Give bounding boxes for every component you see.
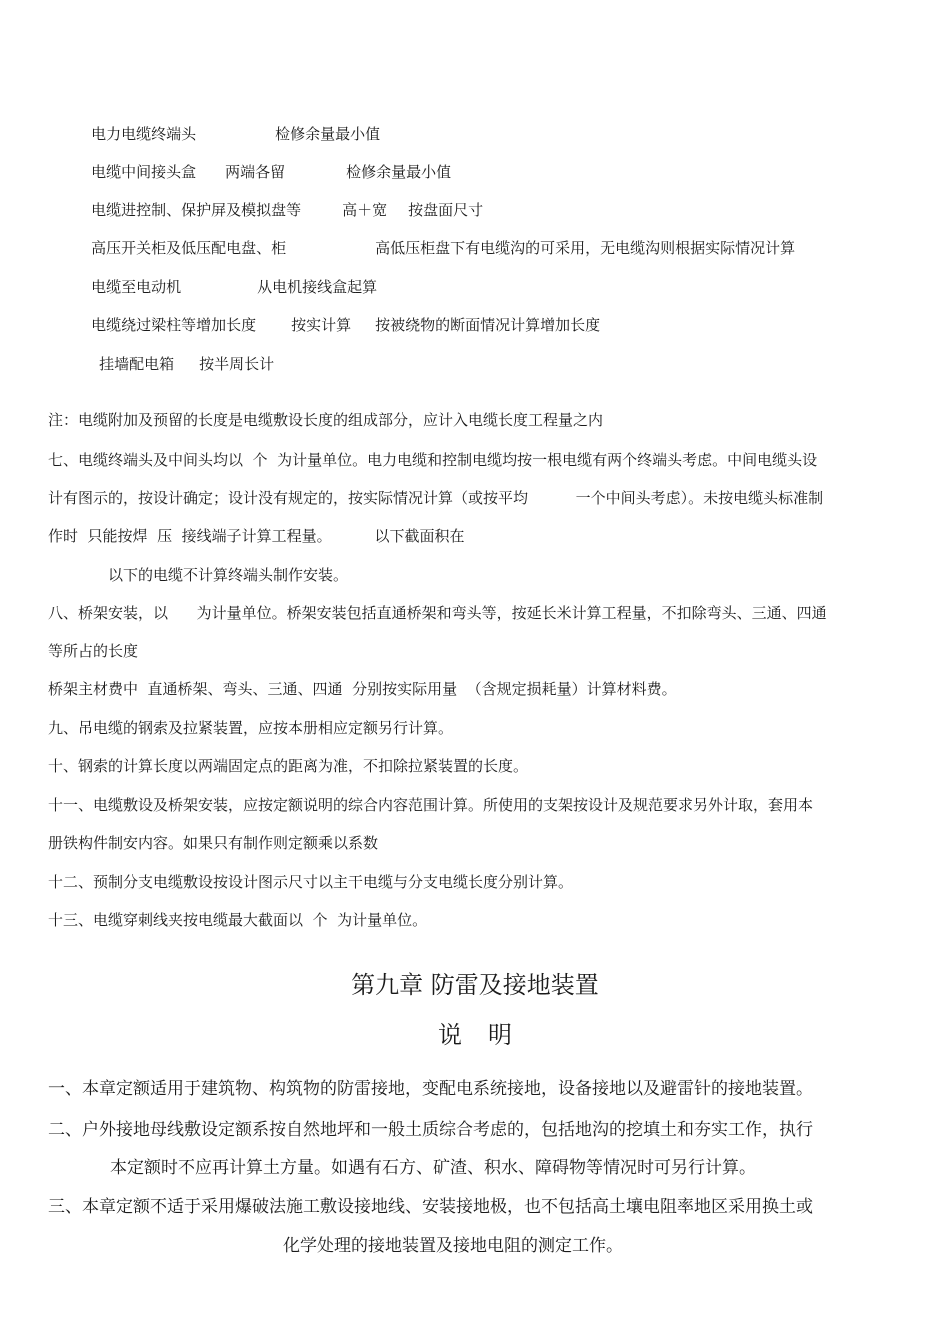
- row-item: 高压开关柜及低压配电盘、柜: [91, 239, 287, 257]
- row-note: 按半周长计: [199, 355, 275, 373]
- chapter-item-3-line-1: 三、本章定额不适于采用爆破法施工敷设接地线、安装接地极，也不包括高土壤电阻率地区采用换土或: [48, 1197, 813, 1217]
- row-item: 电缆进控制、保护屏及模拟盘等: [91, 201, 302, 219]
- row-extra: 高＋宽: [342, 201, 388, 219]
- paragraph-8-line-3: 桥架主材费中 直通桥架、弯头、三通、四通 分别按实际用量 （含规定损耗量）计算材料费。: [48, 680, 677, 698]
- row-note: 检修余量最小值: [275, 125, 381, 143]
- table-row: [80, 334, 274, 394]
- paragraph-7-line-2: 计有图示的，按设计确定；设计没有规定的，按实际情况计算（或按平均 一个中间头考虑）。未按电缆头标准制: [48, 489, 824, 507]
- row-note: 从电机接线盒起算: [257, 278, 378, 296]
- paragraph-12: 十二、预制分支电缆敷设按设计图示尺寸以主干电缆与分支电缆长度分别计算。: [48, 873, 574, 891]
- row-item: 电缆绕过梁柱等增加长度: [91, 316, 257, 334]
- paragraph-9: 九、吊电缆的钢索及拉紧装置，应按本册相应定额另行计算。: [48, 719, 454, 737]
- chapter-subtitle: 说明: [438, 1021, 538, 1049]
- paragraph-7-line-1: 七、电缆终端头及中间头均以 个 为计量单位。电力电缆和控制电缆均按一根电缆有两个终端头考虑。中间电缆头设: [48, 451, 818, 469]
- row-note: 高低压柜盘下有电缆沟的可采用，无电缆沟则根据实际情况计算: [375, 239, 796, 257]
- row-item: 电缆中间接头盒: [91, 163, 197, 181]
- row-note: 检修余量最小值: [346, 163, 452, 181]
- row-item: 电缆至电动机: [91, 278, 182, 296]
- paragraph-7-line-4: 以下的电缆不计算终端头制作安装。: [108, 566, 349, 584]
- paragraph-13: 十三、电缆穿刺线夹按电缆最大截面以 个 为计量单位。: [48, 911, 428, 929]
- row-item: 电力电缆终端头: [91, 125, 197, 143]
- chapter-item-1: 一、本章定额适用于建筑物、构筑物的防雷接地，变配电系统接地，设备接地以及避雷针的接地装置。: [48, 1079, 813, 1099]
- paragraph-11-line-2: 册铁构件制安内容。如果只有制作则定额乘以系数: [48, 834, 379, 852]
- paragraph-11-line-1: 十一、电缆敷设及桥架安装，应按定额说明的综合内容范围计算。所使用的支架按设计及规范要求另外计取，套用本: [48, 796, 814, 814]
- paragraph-8-line-2: 等所占的长度: [48, 642, 139, 660]
- chapter-item-2-line-2: 本定额时不应再计算土方量。如遇有石方、矿渣、积水、障碍物等情况时可另行计算。: [110, 1158, 756, 1178]
- row-note: 按盘面尺寸: [408, 201, 484, 219]
- note-text: 注：电缆附加及预留的长度是电缆敷设长度的组成部分，应计入电缆长度工程量之内: [48, 411, 604, 429]
- row-extra: 按实计算: [291, 316, 352, 334]
- paragraph-10: 十、钢索的计算长度以两端固定点的距离为准，不扣除拉紧装置的长度。: [48, 757, 529, 775]
- chapter-item-2-line-1: 二、户外接地母线敷设定额系按自然地坪和一般土质综合考虑的，包括地沟的挖填土和夯实工作，执行: [48, 1120, 813, 1140]
- row-extra: 两端各留: [225, 163, 286, 181]
- paragraph-7-line-3: 作时 只能按焊 压 接线端子计算工程量。 以下截面积在: [48, 527, 465, 545]
- chapter-item-3-line-2: 化学处理的接地装置及接地电阻的测定工作。: [283, 1236, 623, 1256]
- chapter-title: 第九章 防雷及接地装置: [351, 971, 599, 999]
- row-note: 按被绕物的断面情况计算增加长度: [375, 316, 601, 334]
- paragraph-8-line-1: 八、桥架安装，以 为计量单位。桥架安装包括直通桥架和弯头等，按延长米计算工程量，不扣除弯头、三通、四通: [48, 604, 827, 622]
- row-item: 挂墙配电箱: [99, 355, 175, 373]
